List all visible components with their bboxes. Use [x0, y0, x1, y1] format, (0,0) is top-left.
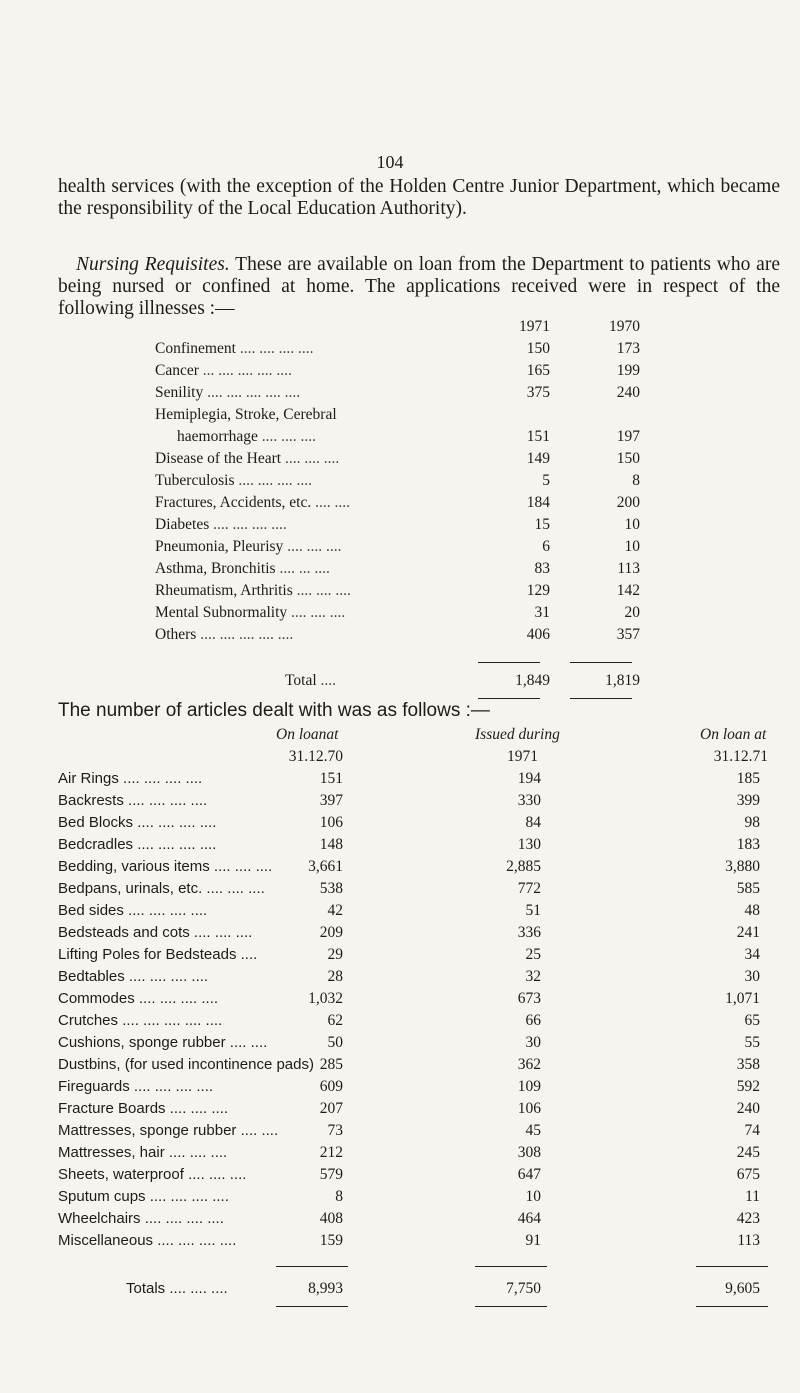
- article-row: [58, 1078, 788, 1100]
- header-issued-during: Issued during: [475, 726, 560, 743]
- on-loan-1970-value: 28: [327, 968, 343, 985]
- article-label: [58, 990, 218, 1007]
- value-1971: 165: [526, 362, 550, 379]
- illness-label: [155, 516, 287, 534]
- on-loan-1970-value: 8: [335, 1188, 343, 1205]
- article-label: [58, 1232, 236, 1249]
- on-loan-1970-value: 3,661: [308, 858, 343, 875]
- issued-1971-value: 194: [517, 770, 541, 787]
- leader-dots: .... .... .... .... ....: [203, 384, 301, 401]
- article-label: [58, 924, 252, 941]
- illness-label: [155, 450, 339, 468]
- article-name: Bedsteads and cots: [58, 924, 190, 941]
- value-1971: 5: [542, 472, 550, 489]
- article-name: Bed Blocks: [58, 814, 134, 831]
- rule-a: [276, 1266, 348, 1267]
- on-loan-1970-value: 73: [327, 1122, 343, 1139]
- issued-1971-value: 106: [517, 1100, 541, 1117]
- illness-row: [155, 340, 645, 362]
- article-label: [58, 836, 216, 853]
- article-name: Bedpans, urinals, etc.: [58, 880, 203, 897]
- value-1971: 151: [526, 428, 550, 445]
- value-1971: 129: [526, 582, 550, 599]
- on-loan-1971-value: 65: [744, 1012, 760, 1029]
- leader-dots: .... .... .... .... ....: [196, 626, 294, 643]
- article-row: [58, 1188, 788, 1210]
- illness-label: [155, 362, 292, 380]
- value-1970: 142: [616, 582, 640, 599]
- issued-1971-value: 2,885: [506, 858, 541, 875]
- issued-1971-value: 51: [525, 902, 541, 919]
- leader-dots: .... .... .... ....: [134, 990, 219, 1007]
- total-1970: 1,819: [605, 672, 640, 689]
- value-1971: 6: [542, 538, 550, 555]
- leader-dots: .... .... .... ....: [209, 516, 287, 533]
- on-loan-1971-value: 3,880: [725, 858, 760, 875]
- article-row: [58, 880, 788, 902]
- on-loan-1971-value: 74: [744, 1122, 760, 1139]
- totals-label: Totals: [126, 1280, 166, 1297]
- leader-dots: .... .... ....: [183, 1166, 247, 1183]
- col-header-1970: 1970: [609, 318, 640, 335]
- on-loan-1970-value: 207: [319, 1100, 343, 1117]
- value-1971: 149: [526, 450, 550, 467]
- on-loan-1971-value: 34: [744, 946, 760, 963]
- issued-1971-value: 362: [517, 1056, 541, 1073]
- bottom-rule-1971: [478, 698, 540, 699]
- illness-row: [155, 538, 645, 560]
- article-name: Bedtables: [58, 968, 125, 985]
- on-loan-1970-value: 148: [319, 836, 343, 853]
- leader-dots: .... .... .... ....: [123, 792, 208, 809]
- on-loan-1970-value: 1,032: [308, 990, 343, 1007]
- leader-dots: .... .... ....: [164, 1144, 228, 1161]
- article-label: [58, 770, 202, 787]
- value-1970: 150: [616, 450, 640, 467]
- on-loan-1971-value: 1,071: [725, 990, 760, 1007]
- on-loan-1971-value: 592: [736, 1078, 760, 1095]
- leader-dots: .... .... ....: [165, 1100, 229, 1117]
- article-label: [58, 1078, 213, 1095]
- on-loan-1970-value: 538: [319, 880, 343, 897]
- total-on-loan-1971: 9,605: [725, 1280, 760, 1297]
- article-row: [58, 814, 788, 836]
- illness-label: [177, 428, 316, 446]
- leader-dots: ....: [236, 946, 258, 963]
- article-row: [58, 1056, 788, 1078]
- illness-row: [155, 362, 645, 384]
- illness-table: [155, 318, 645, 704]
- on-loan-1971-value: 183: [736, 836, 760, 853]
- illness-row: [155, 626, 645, 648]
- illness-total-row: [155, 672, 645, 694]
- article-name: Cushions, sponge rubber: [58, 1034, 226, 1051]
- value-1970: 20: [624, 604, 640, 621]
- on-loan-1971-value: 245: [736, 1144, 760, 1161]
- illness-row: [155, 450, 645, 472]
- leader-dots: .... .... ....: [257, 428, 317, 445]
- on-loan-1971-value: 11: [745, 1188, 760, 1205]
- illness-name: Cancer: [155, 362, 199, 379]
- value-1970: 199: [616, 362, 640, 379]
- illness-name: haemorrhage: [177, 428, 258, 445]
- issued-1971-value: 66: [525, 1012, 541, 1029]
- on-loan-1970-value: 397: [319, 792, 343, 809]
- on-loan-1971-value: 358: [736, 1056, 760, 1073]
- article-label: [58, 946, 257, 963]
- illness-name: Tuberculosis: [155, 472, 235, 489]
- total-1971: 1,849: [515, 672, 550, 689]
- leader-dots: .... .... .... ....: [153, 1232, 237, 1249]
- illness-name: Pneumonia, Pleurisy: [155, 538, 284, 555]
- leader-dots: .... ... ....: [275, 560, 330, 577]
- leader-dots: .... .... ....: [209, 858, 273, 875]
- header-year-1971: 1971: [507, 748, 538, 765]
- article-label: [58, 1122, 278, 1139]
- article-name: Mattresses, hair: [58, 1144, 165, 1161]
- illness-label: [155, 384, 300, 402]
- issued-1971-value: 772: [517, 880, 541, 897]
- on-loan-1970-value: 579: [319, 1166, 343, 1183]
- rule-a2: [276, 1306, 348, 1307]
- on-loan-1971-value: 399: [736, 792, 760, 809]
- leader-dots: .... ....: [225, 1034, 268, 1051]
- illness-row: [155, 428, 645, 450]
- leader-dots: .... .... ....: [292, 582, 351, 599]
- on-loan-1970-value: 50: [327, 1034, 343, 1051]
- illness-label: [155, 494, 350, 512]
- value-1970: 197: [616, 428, 640, 445]
- article-label: [58, 814, 216, 831]
- bottom-rule-1970: [570, 698, 632, 699]
- article-name: Fracture Boards: [58, 1100, 166, 1117]
- illness-name: Senility: [155, 384, 204, 401]
- issued-1971-value: 464: [517, 1210, 541, 1227]
- article-label: [58, 1144, 227, 1161]
- article-row: [58, 990, 788, 1012]
- on-loan-1971-value: 48: [744, 902, 760, 919]
- article-row: [58, 902, 788, 924]
- article-row: [58, 1034, 788, 1056]
- illness-label: [155, 560, 330, 578]
- on-loan-1971-value: 423: [736, 1210, 760, 1227]
- article-name: Sputum cups: [58, 1188, 146, 1205]
- issued-1971-value: 673: [517, 990, 541, 1007]
- rule-c: [696, 1266, 768, 1267]
- illness-row: [155, 604, 645, 626]
- header-date-1970: 31.12.70: [288, 748, 343, 765]
- illness-name: Disease of the Heart: [155, 450, 282, 467]
- article-row: [58, 1166, 788, 1188]
- illness-row: [155, 472, 645, 494]
- leader-dots: .... .... ....: [189, 924, 253, 941]
- article-label: [58, 1034, 267, 1051]
- article-row: [58, 770, 788, 792]
- leader-dots: .... .... .... ....: [124, 968, 209, 985]
- articles-header-row-2: [58, 748, 788, 770]
- illness-row: [155, 406, 645, 428]
- on-loan-1971-value: 55: [744, 1034, 760, 1051]
- issued-1971-value: 10: [525, 1188, 541, 1205]
- article-name: Lifting Poles for Bedsteads: [58, 946, 237, 963]
- issued-1971-value: 45: [525, 1122, 541, 1139]
- on-loan-1970-value: 42: [327, 902, 343, 919]
- article-row: [58, 1012, 788, 1034]
- issued-1971-value: 130: [517, 836, 541, 853]
- header-on-loan-1971: On loan at: [700, 726, 767, 743]
- article-name: Bed sides: [58, 902, 124, 919]
- article-row: [58, 1144, 788, 1166]
- article-name: Miscellaneous: [58, 1232, 154, 1249]
- article-name: Commodes: [58, 990, 135, 1007]
- illness-row: [155, 494, 645, 516]
- value-1970: 10: [624, 516, 640, 533]
- paragraph-articles-intro: The number of articles dealt with was as follows :—: [58, 700, 490, 721]
- illness-label: [155, 340, 313, 358]
- article-label: [58, 1188, 229, 1205]
- on-loan-1970-value: 151: [319, 770, 343, 787]
- illness-name: Asthma, Bronchitis: [155, 560, 276, 577]
- rule-c2: [696, 1306, 768, 1307]
- article-label: [58, 1210, 224, 1227]
- article-row: [58, 1210, 788, 1232]
- leader-dots: .... ....: [236, 1122, 279, 1139]
- leader-dots: .... .... .... ....: [133, 836, 217, 853]
- value-1970: 173: [616, 340, 640, 357]
- value-1970: 200: [616, 494, 640, 511]
- illness-row: [155, 560, 645, 582]
- article-label: [58, 1012, 222, 1029]
- illness-row: [155, 516, 645, 538]
- total-rule-1970: [570, 662, 632, 663]
- value-1971: 150: [526, 340, 550, 357]
- page-number: 104: [376, 152, 404, 172]
- article-label: [58, 1166, 246, 1183]
- article-row: [58, 836, 788, 858]
- illness-label: [155, 472, 312, 490]
- col-header-1971: 1971: [519, 318, 550, 335]
- article-name: Fireguards: [58, 1078, 130, 1095]
- on-loan-1971-value: 585: [736, 880, 760, 897]
- on-loan-1970-value: 62: [327, 1012, 343, 1029]
- article-label: [58, 902, 207, 919]
- article-name: Air Rings: [58, 770, 119, 787]
- issued-1971-value: 32: [525, 968, 541, 985]
- leader-dots: .... .... ....: [202, 880, 265, 897]
- section-text: These are available on loan from the Department to patients who are being nursed or confined at home. The applications received were in respect of the following illnesses :—: [58, 254, 780, 319]
- leader-dots: .... .... .... ....: [145, 1188, 229, 1205]
- article-name: Mattresses, sponge rubber: [58, 1122, 237, 1139]
- article-name: Bedcradles: [58, 836, 134, 853]
- on-loan-1970-value: 29: [327, 946, 343, 963]
- value-1971: 15: [534, 516, 550, 533]
- value-1970: 240: [616, 384, 640, 401]
- issued-1971-value: 91: [525, 1232, 541, 1249]
- articles-rules-top: [58, 1254, 788, 1280]
- issued-1971-value: 308: [517, 1144, 541, 1161]
- on-loan-1971-value: 113: [737, 1232, 760, 1249]
- article-row: [58, 946, 788, 968]
- issued-1971-value: 330: [517, 792, 541, 809]
- articles-total-row: [58, 1280, 788, 1302]
- article-name: Crutches: [58, 1012, 119, 1029]
- illness-label: [155, 604, 345, 622]
- illness-name: Others: [155, 626, 197, 643]
- article-name: Wheelchairs: [58, 1210, 141, 1227]
- on-loan-1970-value: 212: [319, 1144, 343, 1161]
- leader-dots: .... .... ....: [283, 538, 342, 555]
- total-rule-1971: [478, 662, 540, 663]
- value-1970: 10: [624, 538, 640, 555]
- illness-row: [155, 582, 645, 604]
- issued-1971-value: 336: [517, 924, 541, 941]
- article-name: Backrests: [58, 792, 124, 809]
- article-label: [58, 858, 272, 875]
- article-row: [58, 858, 788, 880]
- on-loan-1970-value: 609: [319, 1078, 343, 1095]
- on-loan-1971-value: 675: [736, 1166, 760, 1183]
- nursing-requisites-paragraph: [58, 254, 780, 320]
- on-loan-1970-value: 408: [319, 1210, 343, 1227]
- illness-label: [155, 538, 341, 556]
- article-row: [58, 1232, 788, 1254]
- illness-table-header: [155, 318, 645, 340]
- on-loan-1971-value: 185: [736, 770, 760, 787]
- article-label: [58, 880, 265, 897]
- intro-paragraph: health services (with the exception of the Holden Centre Junior Department, which became the responsibility of the Local Education Authority).: [58, 176, 780, 219]
- articles-header-row-1: [58, 726, 788, 748]
- value-1970: 357: [616, 626, 640, 643]
- illness-name: Fractures, Accidents, etc.: [155, 494, 312, 511]
- leader-dots: .... .... ....: [165, 1280, 228, 1297]
- total-issued-1971: 7,750: [506, 1280, 541, 1297]
- on-loan-1970-value: 159: [319, 1232, 343, 1249]
- value-1971: 406: [526, 626, 550, 643]
- illness-row: [155, 384, 645, 406]
- value-1971: 83: [534, 560, 550, 577]
- article-name: Bedding, various items: [58, 858, 210, 875]
- issued-1971-value: 109: [517, 1078, 541, 1095]
- article-label: [58, 968, 208, 985]
- issued-1971-value: 25: [525, 946, 541, 963]
- illness-label: [155, 582, 351, 600]
- on-loan-1971-value: 241: [736, 924, 760, 941]
- section-lead: Nursing Requisites.: [76, 254, 230, 275]
- leader-dots: .... .... .... ....: [129, 1078, 214, 1095]
- rule-b: [475, 1266, 547, 1267]
- leader-dots: .... .... ....: [281, 450, 340, 467]
- article-name: Sheets, waterproof: [58, 1166, 184, 1183]
- value-1970: 8: [632, 472, 640, 489]
- on-loan-1970-value: 285: [319, 1056, 343, 1073]
- articles-rules-bottom: [58, 1302, 788, 1312]
- article-row: [58, 924, 788, 946]
- on-loan-1971-value: 30: [744, 968, 760, 985]
- article-name: Dustbins, (for used incontinence pads): [58, 1056, 314, 1073]
- value-1971: 31: [534, 604, 550, 621]
- article-row: [58, 968, 788, 990]
- leader-dots: ... .... .... .... ....: [198, 362, 292, 379]
- leader-dots: .... .... .... ....: [234, 472, 313, 489]
- article-row: [58, 1100, 788, 1122]
- on-loan-1970-value: 209: [319, 924, 343, 941]
- illness-total-label: [285, 672, 336, 690]
- leader-dots: .... .... .... ....: [133, 814, 217, 831]
- total-label: Total: [285, 672, 317, 689]
- articles-total-label: [126, 1280, 228, 1297]
- issued-1971-value: 647: [517, 1166, 541, 1183]
- rule-b2: [475, 1306, 547, 1307]
- total-on-loan-1970: 8,993: [308, 1280, 343, 1297]
- illness-label: [155, 626, 293, 644]
- issued-1971-value: 30: [525, 1034, 541, 1051]
- illness-name: Rheumatism, Arthritis: [155, 582, 293, 599]
- article-label: [58, 792, 207, 809]
- illness-name: Hemiplegia, Stroke, Cerebral: [155, 406, 337, 423]
- illness-name: Mental Subnormality: [155, 604, 288, 621]
- leader-dots: ....: [316, 672, 337, 689]
- on-loan-1971-value: 98: [744, 814, 760, 831]
- leader-dots: .... .... .... ....: [118, 770, 203, 787]
- illness-spacer: [155, 648, 645, 672]
- value-1970: 113: [617, 560, 640, 577]
- header-date-1971: 31.12.71: [713, 748, 768, 765]
- leader-dots: .... .... .... .... ....: [118, 1012, 223, 1029]
- issued-1971-value: 84: [525, 814, 541, 831]
- illness-name: Confinement: [155, 340, 236, 357]
- leader-dots: .... ....: [311, 494, 350, 511]
- on-loan-1971-value: 240: [736, 1100, 760, 1117]
- articles-table: [58, 726, 788, 1312]
- illness-label: [155, 406, 337, 424]
- header-on-loan-1970: On loanat: [276, 726, 339, 743]
- value-1971: 184: [526, 494, 550, 511]
- value-1971: 375: [526, 384, 550, 401]
- leader-dots: .... .... .... ....: [235, 340, 314, 357]
- on-loan-1970-value: 106: [319, 814, 343, 831]
- leader-dots: .... .... ....: [287, 604, 346, 621]
- leader-dots: .... .... .... ....: [140, 1210, 224, 1227]
- illness-name: Diabetes: [155, 516, 210, 533]
- article-row: [58, 1122, 788, 1144]
- article-label: [58, 1100, 228, 1117]
- leader-dots: .... .... .... ....: [123, 902, 208, 919]
- article-row: [58, 792, 788, 814]
